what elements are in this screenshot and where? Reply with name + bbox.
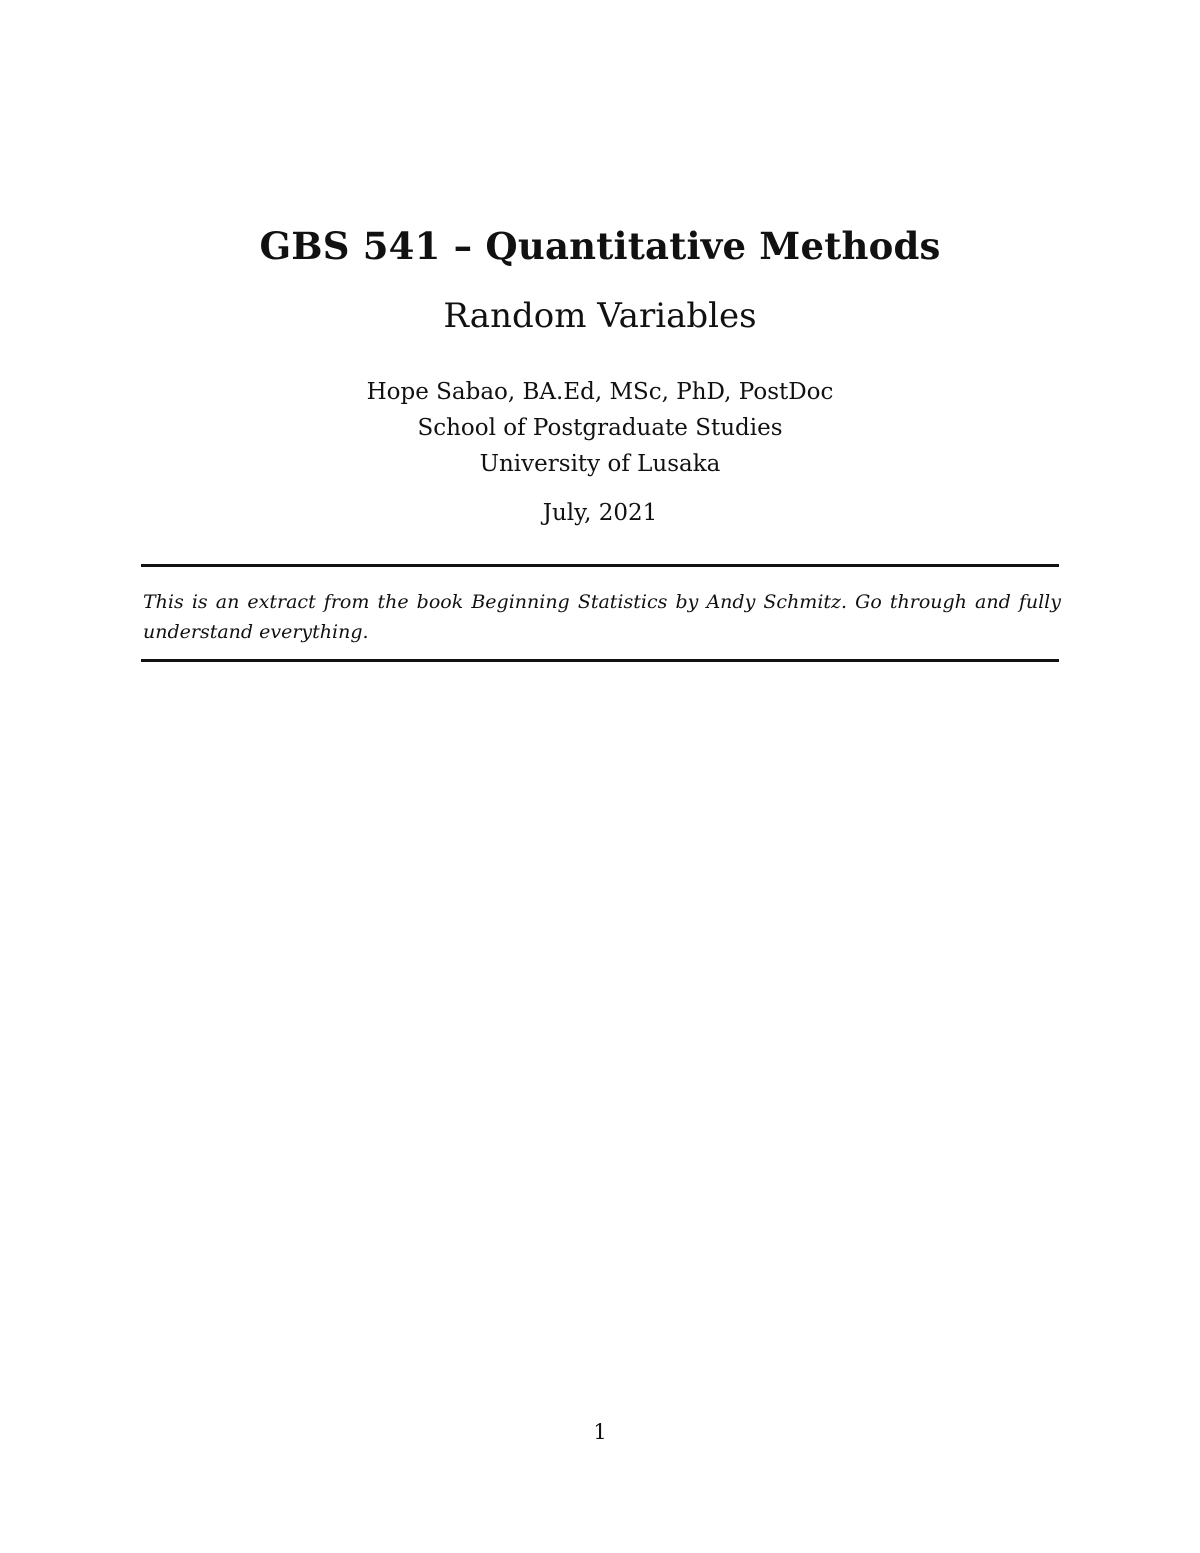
author-name: Hope Sabao, BA.Ed, MSc, PhD, PostDoc <box>366 379 834 405</box>
author-block <box>0 374 1200 482</box>
abstract-top-rule <box>141 564 1059 567</box>
author-university: University of Lusaka <box>479 451 721 477</box>
document-title: GBS 541 – Quantitative Methods <box>259 224 941 268</box>
document-date: July, 2021 <box>542 500 658 526</box>
page-number: 1 <box>593 1420 607 1444</box>
abstract-text: This is an extract from the book Beginning Statistics by Andy Schmitz. Go through and fully understand everything. <box>143 591 1061 643</box>
abstract-bottom-rule <box>141 659 1059 662</box>
author-school: School of Postgraduate Studies <box>417 415 783 441</box>
document-subtitle: Random Variables <box>443 296 757 336</box>
